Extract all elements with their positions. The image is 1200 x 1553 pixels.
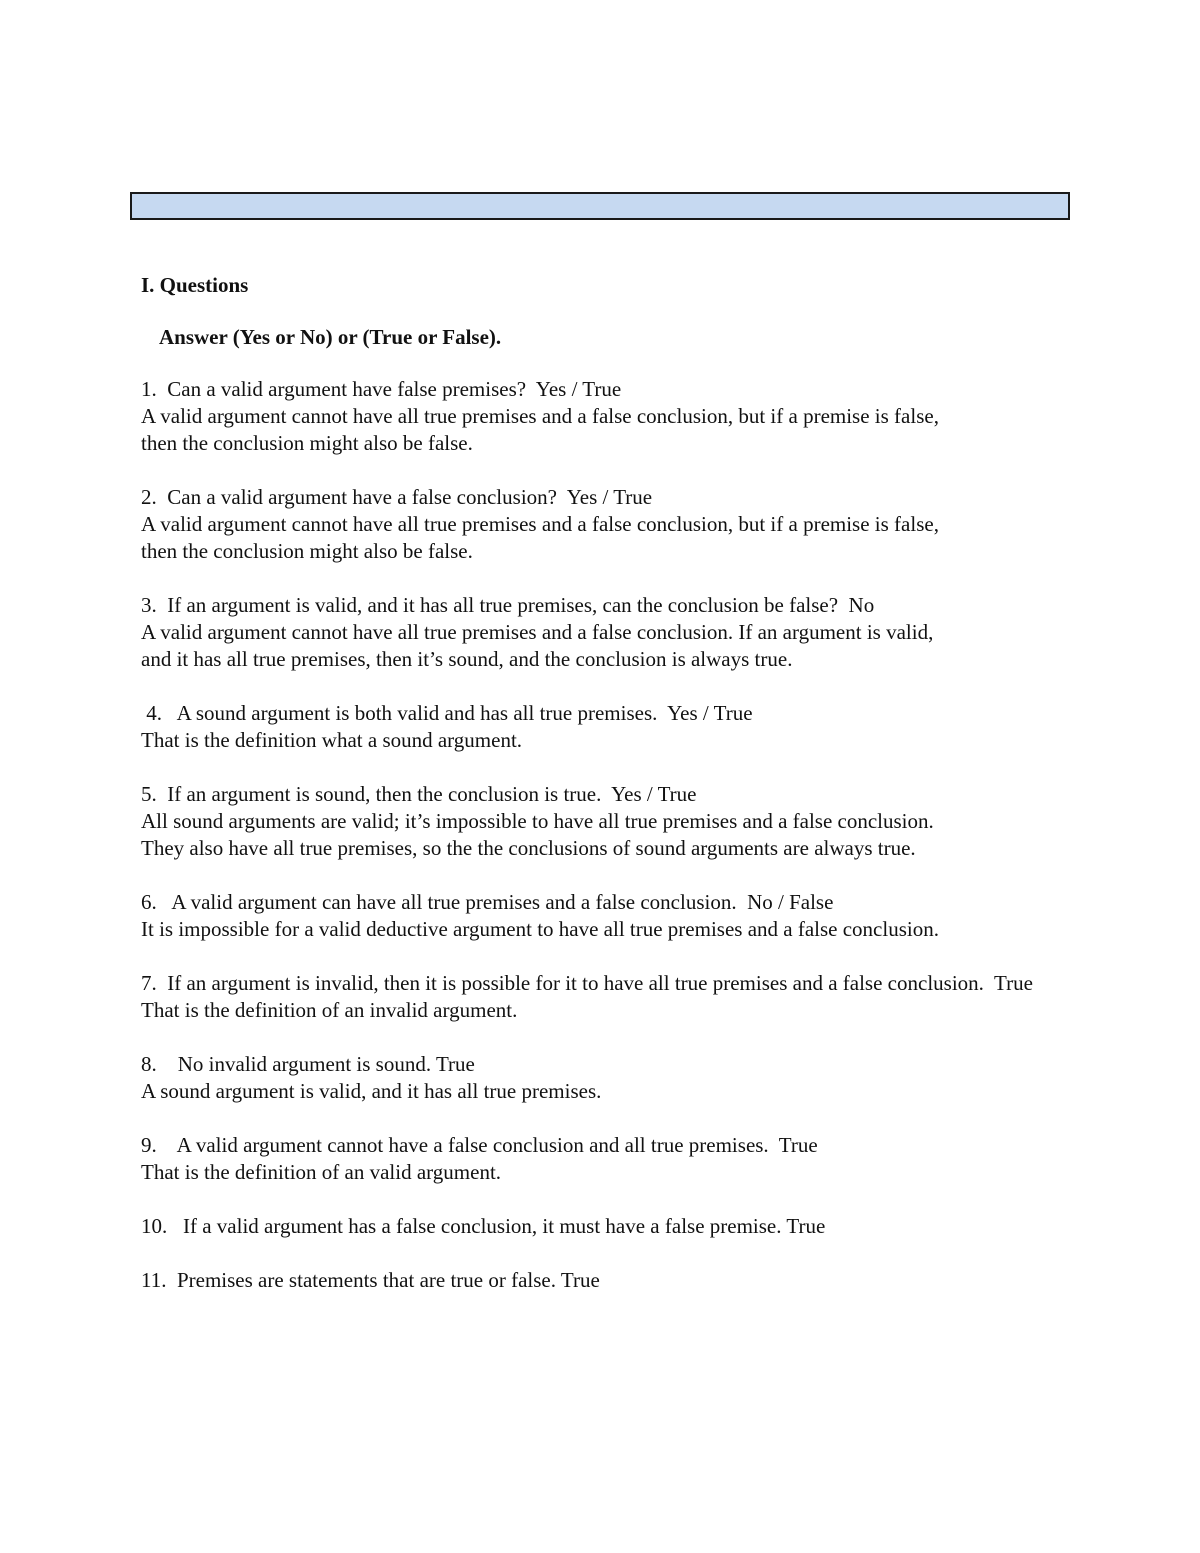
question-item bbox=[141, 376, 1101, 457]
question-item bbox=[141, 781, 1101, 862]
answer-line: That is the definition what a sound argument. bbox=[141, 728, 523, 752]
question-item bbox=[141, 1213, 1101, 1240]
question-item bbox=[141, 970, 1101, 1024]
answer-line: That is the definition of an valid argument. bbox=[141, 1160, 502, 1184]
answer-explanation bbox=[141, 511, 1101, 565]
question-item bbox=[141, 1051, 1101, 1105]
answer-explanation bbox=[141, 808, 1101, 862]
question-text: 4. A sound argument is both valid and has all true premises. Yes / True bbox=[141, 701, 753, 725]
document-body bbox=[141, 272, 1101, 1321]
section-title: I. Questions bbox=[141, 273, 249, 297]
answer-explanation bbox=[141, 1159, 1101, 1186]
answer-explanation bbox=[141, 997, 1101, 1024]
question-text: 5. If an argument is sound, then the conclusion is true. Yes / True bbox=[141, 782, 697, 806]
answer-explanation bbox=[141, 727, 1101, 754]
question-item bbox=[141, 700, 1101, 754]
answer-explanation bbox=[141, 916, 1101, 943]
question-item bbox=[141, 889, 1101, 943]
question-text: 9. A valid argument cannot have a false conclusion and all true premises. True bbox=[141, 1133, 818, 1157]
instructions: Answer (Yes or No) or (True or False). bbox=[159, 325, 502, 349]
answer-explanation bbox=[141, 619, 1101, 673]
question-item bbox=[141, 484, 1101, 565]
question-text: 2. Can a valid argument have a false conclusion? Yes / True bbox=[141, 485, 653, 509]
answer-line: All sound arguments are valid; it’s impossible to have all true premises and a false conclusion. bbox=[141, 809, 934, 833]
question-list bbox=[141, 376, 1101, 1294]
question-text: 3. If an argument is valid, and it has all true premises, can the conclusion be false? No bbox=[141, 593, 875, 617]
answer-line: That is the definition of an invalid argument. bbox=[141, 998, 518, 1022]
answer-line: A valid argument cannot have all true premises and a false conclusion, but if a premise is false, bbox=[141, 404, 939, 428]
answer-line: A sound argument is valid, and it has all true premises. bbox=[141, 1079, 602, 1103]
answer-line: and it has all true premises, then it’s sound, and the conclusion is always true. bbox=[141, 647, 793, 671]
question-text: 8. No invalid argument is sound. True bbox=[141, 1052, 475, 1076]
answer-explanation bbox=[141, 403, 1101, 457]
answer-line: It is impossible for a valid deductive argument to have all true premises and a false conclusion. bbox=[141, 917, 939, 941]
question-text: 11. Premises are statements that are true or false. True bbox=[141, 1268, 600, 1292]
question-text: 7. If an argument is invalid, then it is possible for it to have all true premises and a false conclusion. True bbox=[141, 971, 1033, 995]
answer-line: then the conclusion might also be false. bbox=[141, 431, 473, 455]
question-text: 1. Can a valid argument have false premises? Yes / True bbox=[141, 377, 622, 401]
question-item bbox=[141, 592, 1101, 673]
header-bar bbox=[130, 192, 1070, 220]
answer-line: then the conclusion might also be false. bbox=[141, 539, 473, 563]
answer-line: A valid argument cannot have all true premises and a false conclusion, but if a premise is false, bbox=[141, 512, 939, 536]
question-item bbox=[141, 1132, 1101, 1186]
question-item bbox=[141, 1267, 1101, 1294]
answer-line: A valid argument cannot have all true premises and a false conclusion. If an argument is valid, bbox=[141, 620, 934, 644]
answer-line: They also have all true premises, so the the conclusions of sound arguments are always true. bbox=[141, 836, 916, 860]
question-text: 6. A valid argument can have all true premises and a false conclusion. No / False bbox=[141, 890, 834, 914]
answer-explanation bbox=[141, 1078, 1101, 1105]
question-text: 10. If a valid argument has a false conclusion, it must have a false premise. True bbox=[141, 1214, 826, 1238]
